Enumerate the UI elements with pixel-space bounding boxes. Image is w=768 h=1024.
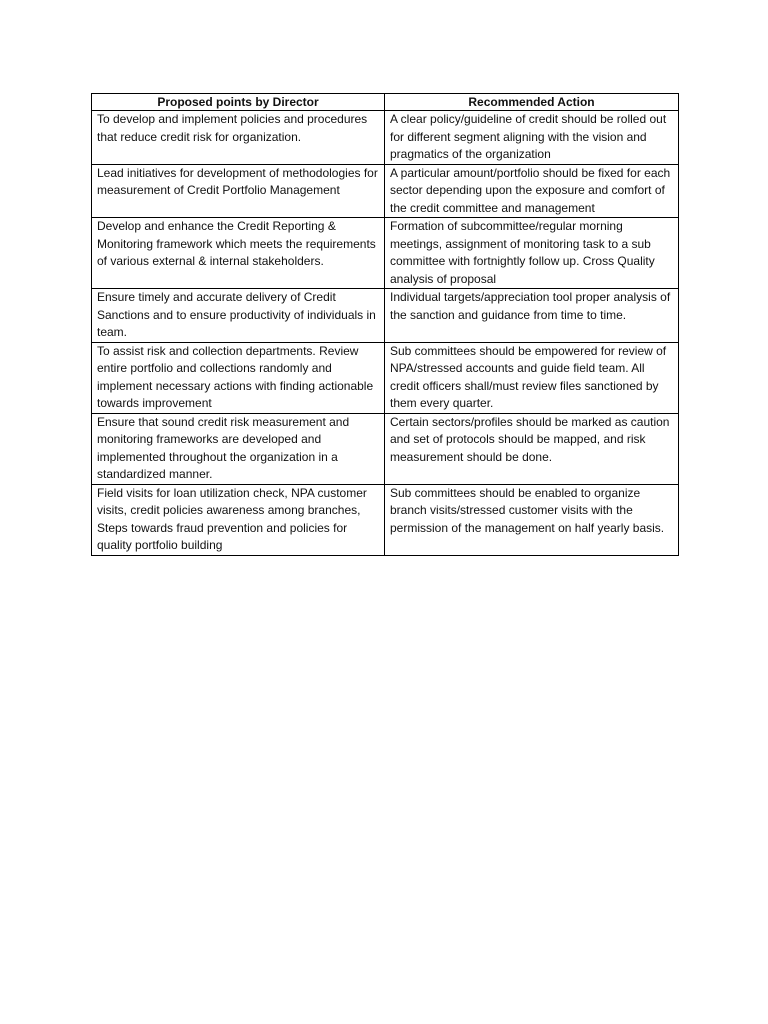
table-row — [92, 413, 679, 484]
proposed-point-cell: Ensure that sound credit risk measurement and monitoring frameworks are developed and implemented throughout the organization in a standardized manner. — [92, 413, 385, 484]
table-row — [92, 111, 679, 165]
recommended-action-cell: Formation of subcommittee/regular morning meetings, assignment of monitoring task to a sub committee with fortnightly follow up. Cross Quality analysis of proposal — [385, 218, 679, 289]
header-proposed-points: Proposed points by Director — [92, 94, 385, 111]
proposed-point-cell: Lead initiatives for development of methodologies for measurement of Credit Portfolio Management — [92, 164, 385, 218]
recommended-action-cell: Sub committees should be enabled to organize branch visits/stressed customer visits with the permission of the management on half yearly basis. — [385, 484, 679, 555]
table-row — [92, 289, 679, 343]
director-recommendations-table — [91, 93, 679, 556]
recommended-action-cell: A particular amount/portfolio should be fixed for each sector depending upon the exposure and comfort of the credit committee and management — [385, 164, 679, 218]
proposed-point-cell: To assist risk and collection departments. Review entire portfolio and collections randomly and implement necessary actions with finding actionable towards improvement — [92, 342, 385, 413]
proposed-point-cell: Develop and enhance the Credit Reporting & Monitoring framework which meets the requirements of various external & internal stakeholders. — [92, 218, 385, 289]
recommended-action-cell: Individual targets/appreciation tool proper analysis of the sanction and guidance from time to time. — [385, 289, 679, 343]
table-row — [92, 218, 679, 289]
recommended-action-cell: A clear policy/guideline of credit should be rolled out for different segment aligning with the vision and pragmatics of the organization — [385, 111, 679, 165]
header-recommended-action: Recommended Action — [385, 94, 679, 111]
table-row — [92, 164, 679, 218]
recommended-action-cell: Certain sectors/profiles should be marked as caution and set of protocols should be mapped, and risk measurement should be done. — [385, 413, 679, 484]
table-row — [92, 484, 679, 555]
proposed-point-cell: Ensure timely and accurate delivery of Credit Sanctions and to ensure productivity of individuals in team. — [92, 289, 385, 343]
proposed-point-cell: To develop and implement policies and procedures that reduce credit risk for organization. — [92, 111, 385, 165]
table-header-row — [92, 94, 679, 111]
table-row — [92, 342, 679, 413]
recommended-action-cell: Sub committees should be empowered for review of NPA/stressed accounts and guide field team. All credit officers shall/must review files sanctioned by them every quarter. — [385, 342, 679, 413]
proposed-point-cell: Field visits for loan utilization check, NPA customer visits, credit policies awareness among branches, Steps towards fraud prevention and policies for quality portfolio building — [92, 484, 385, 555]
